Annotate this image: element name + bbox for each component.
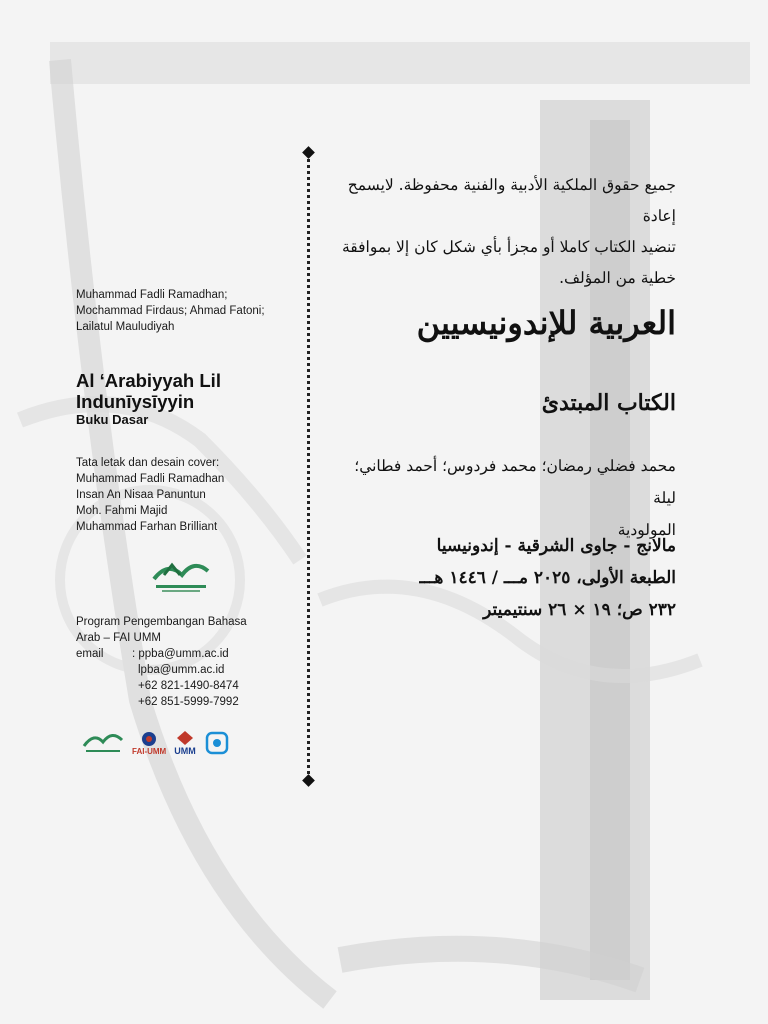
umm-emblem-icon	[175, 730, 195, 746]
publication-line: ٢٣٢ ص؛ ١٩ × ٢٦ سنتيميتر	[483, 600, 676, 620]
contact-row	[76, 678, 291, 694]
contact-value: +62 851-5999-7992	[138, 696, 239, 708]
lpba-logo-icon	[204, 730, 230, 756]
publication-line: الطبعة الأولى، ٢٠٢٥ مـــ / ١٤٤٦ هـــ	[419, 568, 676, 588]
copyright-line: تنضيد الكتاب كاملا أو مجزأ بأي شكل كان إلا بموافقة	[341, 238, 676, 256]
copyright-line: خطية من المؤلف.	[559, 269, 676, 287]
contact-label	[76, 694, 132, 710]
program-line: Program Pengembangan Bahasa	[76, 616, 247, 628]
contact-row	[76, 662, 291, 678]
layout-credits	[76, 455, 291, 535]
contact-label	[76, 678, 132, 694]
umm-logo	[174, 730, 196, 756]
contact-value: +62 821-1490-8474	[138, 680, 239, 692]
publication-line: مالانج - جاوى الشرقية - إندونيسيا	[436, 536, 676, 556]
spine-divider	[307, 152, 310, 780]
publication-info-ar	[336, 530, 676, 626]
book-subtitle-latin: Buku Dasar	[76, 412, 149, 427]
credit-line: Tata letak dan desain cover:	[76, 457, 220, 469]
title-line: Indunīysīyyin	[76, 391, 195, 412]
author-line: Mochammad Firdaus; Ahmad Fatoni;	[76, 305, 265, 317]
book-subtitle-ar: الكتاب المبتدئ	[541, 390, 676, 416]
umm-label: UMM	[174, 746, 196, 756]
institution-logos	[82, 728, 230, 758]
contact-label: email	[76, 648, 104, 660]
fai-umm-emblem-icon	[139, 731, 159, 747]
book-title-latin	[76, 370, 291, 427]
program-line: Arab – FAI UMM	[76, 632, 161, 644]
contact-row	[76, 646, 291, 662]
contact-row	[76, 694, 291, 710]
author-line: Muhammad Fadli Ramadhan;	[76, 289, 228, 301]
credit-line: Moh. Fahmi Majid	[76, 505, 168, 517]
author-line-ar: المولودية	[617, 521, 676, 539]
contact-label	[76, 662, 132, 678]
author-line: Lailatul Mauludiyah	[76, 321, 175, 333]
program-info	[76, 614, 291, 710]
ppba-small-logo-icon	[82, 728, 124, 758]
ppba-logo-icon	[150, 553, 212, 595]
credit-line: Muhammad Farhan Brilliant	[76, 521, 218, 533]
fai-umm-label: FAI-UMM	[132, 746, 167, 756]
copyright-line: جميع حقوق الملكية الأدبية والفنية محفوظة. لايسمح إعادة	[347, 176, 676, 225]
book-title-ar: العربية للإندونيسيين	[416, 304, 676, 342]
copyright-notice-ar	[336, 170, 676, 294]
author-line-ar: محمد فضلي رمضان؛ محمد فردوس؛ أحمد فطاني؛ ليلة	[354, 457, 676, 507]
authors-latin	[76, 287, 291, 335]
credit-line: Muhammad Fadli Ramadhan	[76, 473, 225, 485]
fai-umm-logo	[132, 731, 166, 756]
credit-line: Insan An Nisaa Panuntun	[76, 489, 206, 501]
contact-value: lpba@umm.ac.id	[138, 664, 225, 676]
contact-value: : ppba@umm.ac.id	[132, 648, 229, 660]
title-line: Al ‘Arabiyyah Lil	[76, 370, 221, 391]
